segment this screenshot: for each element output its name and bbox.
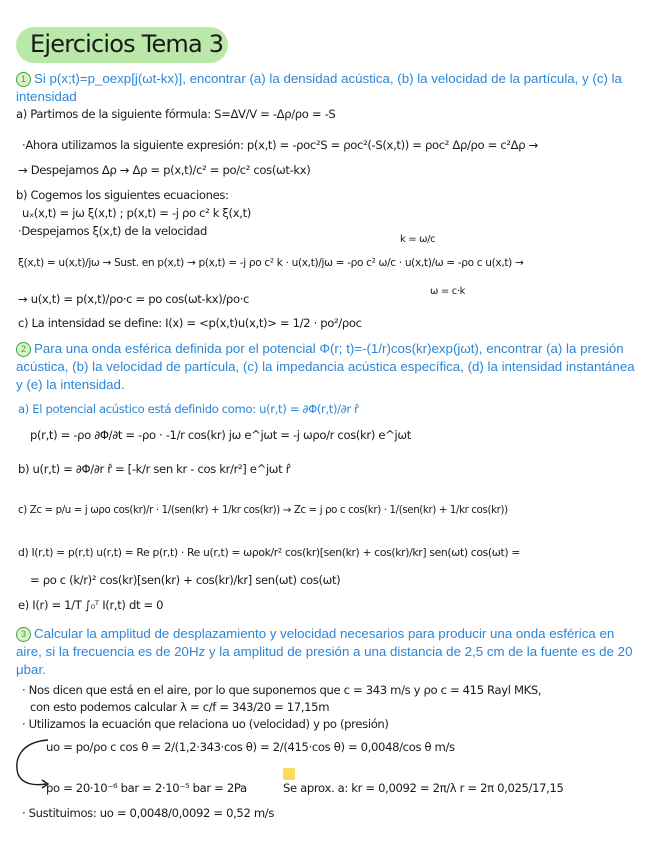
p2-d-line1: d) I(r,t) = p(r,t) u(r,t) = Re p(r,t) · Re u(r,t) = ωρok/r² cos(kr)[sen(kr) + cos(kr)/kr] sen(ωt) cos(ωt) = xyxy=(18,546,520,559)
p3-line-final: · Sustituimos: uo = 0,0048/0,0092 = 0,52 m/s xyxy=(22,806,275,820)
p1-a-line3: → Despejamos Δρ → Δρ = p(x,t)/c² = po/c² cos(ωt-kx) xyxy=(18,163,311,177)
p1-a-line2: ·Ahora utilizamos la siguiente expresión: p(x,t) = -ρoc²S = ρoc²(-S(x,t)) = ρoc² Δρ/ρo = c²Δρ → xyxy=(22,138,538,152)
p2-c-line: c) Zc = p/u = j ωρo cos(kr)/r · 1/(sen(kr) + 1/kr cos(kr)) → Zc = j ρo c cos(kr) · 1/(sen(kr) + 1/kr cos(kr)) xyxy=(18,505,508,516)
p1-b-note-k: k = ω/c xyxy=(400,234,436,245)
p3-line2: con esto podemos calcular λ = c/f = 343/20 = 17,15m xyxy=(30,700,330,714)
page-title: Ejercicios Tema 3 xyxy=(30,30,224,58)
p3-eq-approx: Se aprox. a: kr = 0,0092 = 2π/λ r = 2π 0,025/17,15 xyxy=(283,781,564,795)
p1-b-line1: b) Cogemos los siguientes ecuaciones: xyxy=(16,188,229,202)
highlight-mark xyxy=(283,768,295,780)
problem-3-statement xyxy=(16,625,636,679)
p2-b-line: b) u(r,t) = ∂Φ/∂r r̂ = [-k/r sen kr - cos kr/r²] e^jωt r̂ xyxy=(18,462,291,476)
p1-a-line1: a) Partimos de la siguiente fórmula: S=ΔV/V = -Δρ/ρo = -S xyxy=(16,107,336,121)
problem-1-text: Si p(x;t)=p_oexp[j(ωt-kx)], encontrar (a) la densidad acústica, (b) la velocidad de la partícula, y (c) la intensidad xyxy=(16,71,622,104)
p3-line1: · Nos dicen que está en el aire, por lo que suponemos que c = 343 m/s y ρo c = 415 Rayl MKS, xyxy=(22,683,542,697)
p2-a-line2: p(r,t) = -ρo ∂Φ/∂t = -ρo · -1/r cos(kr) jω e^jωt = -j ωρo/r cos(kr) e^jωt xyxy=(30,428,411,442)
problem-number-badge: 2 xyxy=(16,342,31,357)
problem-1-statement xyxy=(16,70,636,106)
p2-e-line: e) I(r) = 1/T ∫₀ᵀ I(r,t) dt = 0 xyxy=(18,598,164,612)
p1-b-line5: → u(x,t) = p(x,t)/ρo·c = po cos(ωt-kx)/ρo·c xyxy=(18,292,250,306)
p3-line3: · Utilizamos la ecuación que relaciona uo (velocidad) y po (presión) xyxy=(22,717,389,731)
problem-number-badge: 1 xyxy=(16,72,31,87)
p1-b-line2: uₓ(x,t) = jω ξ(x,t) ; p(x,t) = -j ρo c² k ξ(x,t) xyxy=(22,206,251,220)
p3-eq-po: po = 20·10⁻⁶ bar = 2·10⁻⁵ bar = 2Pa xyxy=(46,781,247,795)
p1-b-line4: ξ(x,t) = u(x,t)/jω → Sust. en p(x,t) → p(x,t) = -j ρo c² k · u(x,t)/jω = -ρo c² ω/c · u(x,t)/ω = -ρo c u(x,t) → xyxy=(18,257,524,269)
problem-2-text: Para una onda esférica definida por el potencial Φ(r; t)=-(1/r)cos(kr)exp(jωt), encontrar (a) la presión acústica, (b) la velocidad de partícula, (c) la impedancia acústica específica, (d) la intensidad instantánea y (e) la intensidad. xyxy=(16,341,635,392)
p2-a-line1: a) El potencial acústico está definido como: u(r,t) = ∂Φ(r,t)/∂r r̂ xyxy=(18,402,359,416)
p3-eq-uo: uo = po/ρo c cos θ = 2/(1,2·343·cos θ) = 2/(415·cos θ) = 0,0048/cos θ m/s xyxy=(46,740,455,754)
p2-d-line2: = ρo c (k/r)² cos(kr)[sen(kr) + cos(kr)/kr] sen(ωt) cos(ωt) xyxy=(30,573,341,587)
p1-b-line3: ·Despejamos ξ(x,t) de la velocidad xyxy=(18,224,208,238)
p1-b-note-omega: ω = c·k xyxy=(430,286,466,297)
problem-3-text: Calcular la amplitud de desplazamiento y velocidad necesarios para producir una onda esférica en aire, si la frecuencia es de 20Hz y la amplitud de presión a una distancia de 2,5 cm de la fuente es de 20 μbar. xyxy=(16,626,633,677)
p1-c-line: c) La intensidad se define: I(x) = <p(x,t)u(x,t)> = 1/2 · po²/ρoc xyxy=(18,316,362,330)
problem-number-badge: 3 xyxy=(16,627,31,642)
problem-2-statement xyxy=(16,340,638,394)
